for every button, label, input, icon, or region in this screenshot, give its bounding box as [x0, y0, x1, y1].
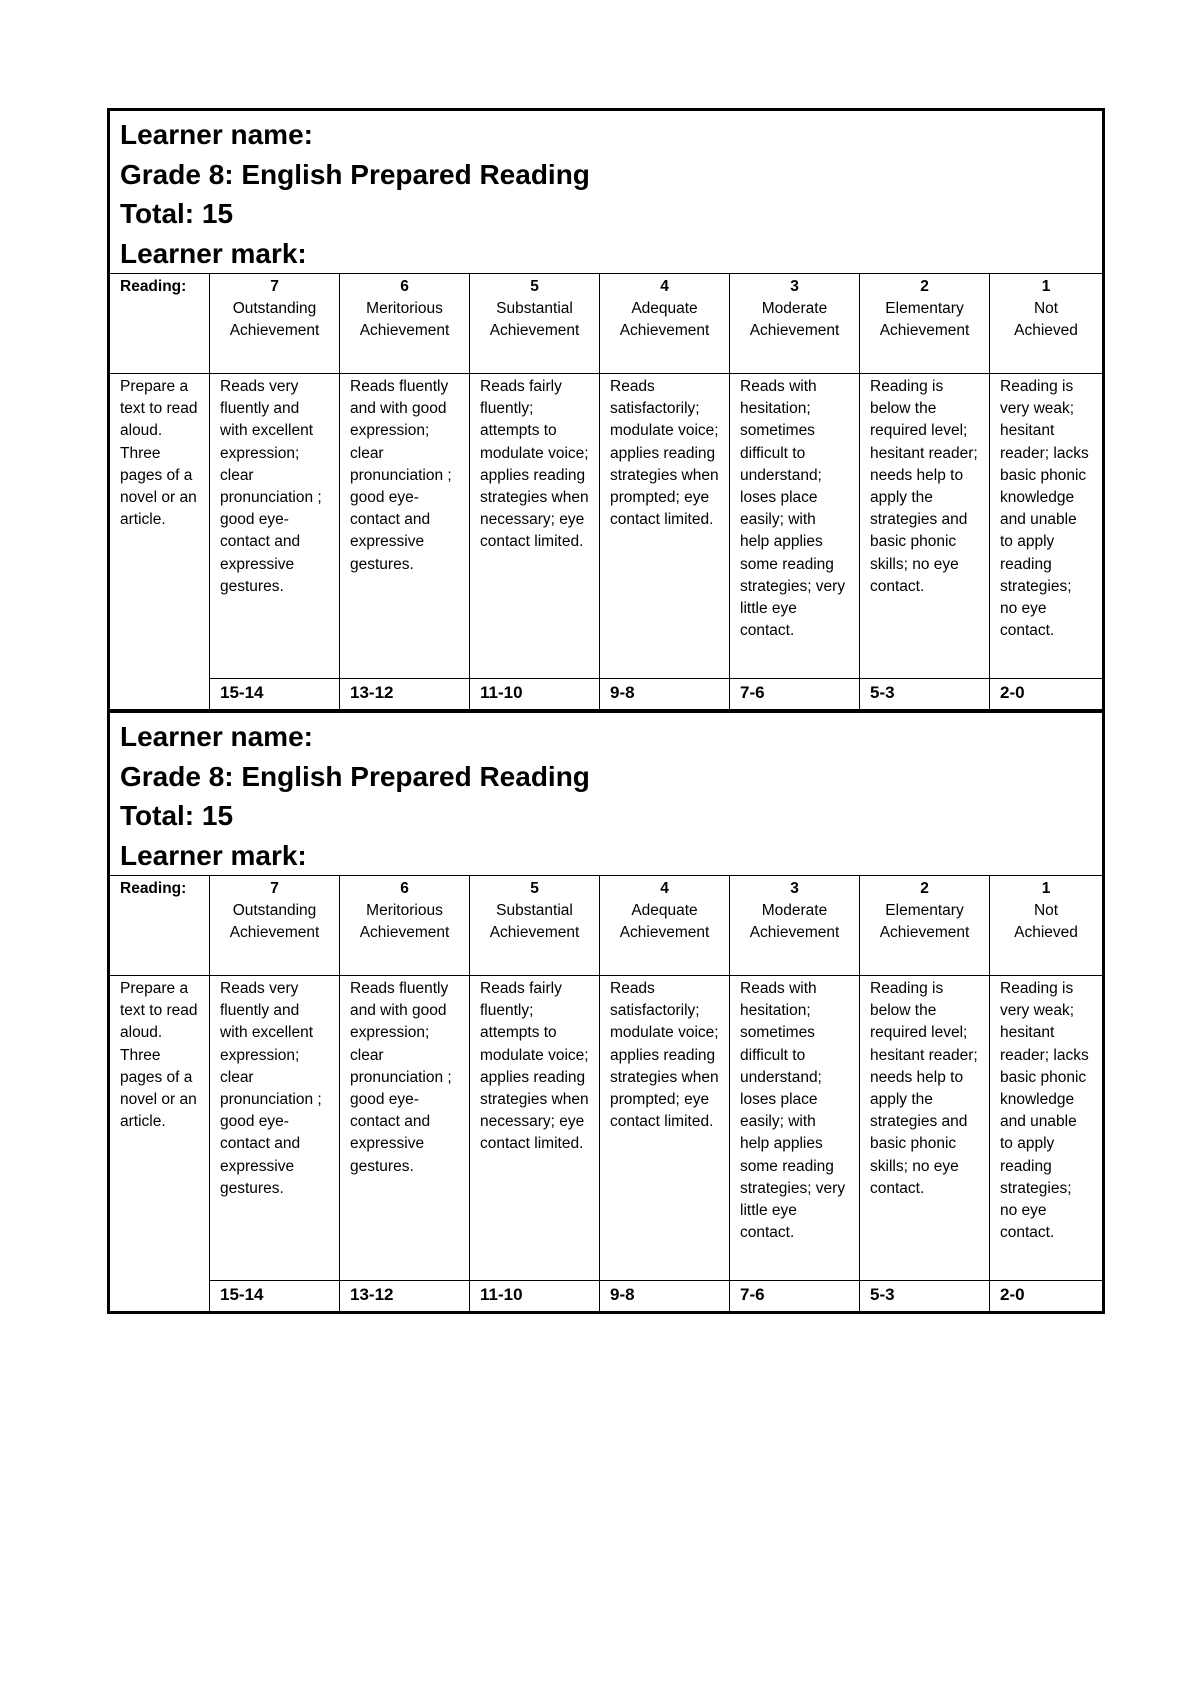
level-name: Moderate — [761, 902, 828, 920]
level-heading — [210, 274, 340, 374]
learner-mark-label: Learner mark: — [120, 839, 307, 871]
level-number: 3 — [790, 880, 799, 897]
level-number: 2 — [920, 278, 929, 295]
level-descriptor: Reads fairly fluently; attempts to modulate voice; applies reading strategies when necessary; eye contact limited. — [470, 976, 600, 1281]
mark-range: 9-8 — [600, 1281, 730, 1313]
level-number: 6 — [400, 880, 409, 897]
level-name: Achievement — [359, 322, 450, 340]
mark-range: 13-12 — [340, 679, 470, 711]
mark-range: 5-3 — [860, 1281, 990, 1313]
level-name: Achievement — [619, 924, 710, 942]
mark-range: 15-14 — [210, 679, 340, 711]
learner-name-label: Learner name: — [120, 721, 313, 752]
reading-label: Reading: — [109, 876, 210, 976]
level-name: Not — [1033, 902, 1059, 920]
level-heading — [470, 876, 600, 976]
level-name: Achievement — [879, 322, 970, 340]
total-label: Total: 15 — [120, 800, 234, 831]
level-number: 7 — [270, 278, 279, 295]
learner-name-label: Learner name: — [120, 119, 313, 150]
mark-range: 2-0 — [990, 679, 1104, 711]
level-number: 5 — [530, 880, 539, 897]
mark-range: 13-12 — [340, 1281, 470, 1313]
total-label: Total: 15 — [120, 198, 234, 229]
level-number: 2 — [920, 880, 929, 897]
level-descriptor: Reads fluently and with good expression; clear pronunciation ; good eye-contact and expressive gestures. — [340, 976, 470, 1281]
level-descriptor: Reading is below the required level; hesitant reader; needs help to apply the strategies and basic phonic skills; no eye contact. — [860, 374, 990, 679]
level-number: 4 — [660, 278, 669, 295]
level-name: Achievement — [749, 322, 840, 340]
level-heading — [990, 274, 1104, 374]
level-header-row — [109, 274, 1104, 374]
criterion-cell: Prepare a text to read aloud. Three pages of a novel or an article. — [109, 976, 210, 1313]
level-descriptor: Reads satisfactorily; modulate voice; applies reading strategies when prompted; eye contact limited. — [600, 374, 730, 679]
level-descriptor: Reads very fluently and with excellent expression; clear pronunciation ; good eye-contact and expressive gestures. — [210, 976, 340, 1281]
level-name: Achieved — [1014, 322, 1078, 340]
level-heading — [210, 876, 340, 976]
level-heading — [990, 876, 1104, 976]
level-name: Moderate — [761, 300, 828, 318]
level-name: Achievement — [229, 924, 320, 942]
level-heading — [470, 274, 600, 374]
criterion-cell: Prepare a text to read aloud. Three pages of a novel or an article. — [109, 374, 210, 711]
level-header-row — [109, 876, 1104, 976]
level-name: Not — [1033, 300, 1059, 318]
mark-range: 5-3 — [860, 679, 990, 711]
rubric-header — [109, 110, 1104, 274]
level-descriptor: Reads fairly fluently; attempts to modulate voice; applies reading strategies when necessary; eye contact limited. — [470, 374, 600, 679]
level-name: Achievement — [489, 322, 580, 340]
level-descriptor: Reads with hesitation; sometimes difficult to understand; loses place easily; with help applies some reading strategies; very little eye contact. — [730, 374, 860, 679]
level-name: Achievement — [229, 322, 320, 340]
mark-range: 15-14 — [210, 1281, 340, 1313]
level-heading — [600, 274, 730, 374]
level-number: 1 — [1041, 880, 1051, 897]
rubric-header — [109, 713, 1104, 876]
level-name: Meritorious — [366, 902, 443, 920]
level-name: Elementary — [885, 300, 964, 318]
rubric-table — [107, 108, 1105, 712]
level-heading — [730, 876, 860, 976]
level-name: Substantial — [496, 300, 573, 318]
descriptor-row — [109, 374, 1104, 679]
level-number: 3 — [790, 278, 799, 295]
level-number: 7 — [270, 880, 279, 897]
level-descriptor: Reads with hesitation; sometimes difficult to understand; loses place easily; with help applies some reading strategies; very little eye contact. — [730, 976, 860, 1281]
level-name: Achievement — [619, 322, 710, 340]
level-descriptor: Reads very fluently and with excellent expression; clear pronunciation ; good eye-contact and expressive gestures. — [210, 374, 340, 679]
level-heading — [860, 274, 990, 374]
level-name: Meritorious — [366, 300, 443, 318]
reading-label: Reading: — [109, 274, 210, 374]
level-name: Elementary — [885, 902, 964, 920]
level-heading — [730, 274, 860, 374]
level-name: Achievement — [879, 924, 970, 942]
level-descriptor: Reads satisfactorily; modulate voice; applies reading strategies when prompted; eye contact limited. — [600, 976, 730, 1281]
level-descriptor: Reading is below the required level; hesitant reader; needs help to apply the strategies and basic phonic skills; no eye contact. — [860, 976, 990, 1281]
level-descriptor: Reading is very weak; hesitant reader; lacks basic phonic knowledge and unable to apply reading strategies; no eye contact. — [990, 374, 1104, 679]
level-heading — [600, 876, 730, 976]
mark-range: 11-10 — [470, 679, 600, 711]
level-name: Achieved — [1014, 924, 1078, 942]
grade-title: Grade 8: English Prepared Reading — [120, 158, 590, 190]
level-number: 5 — [530, 278, 539, 295]
level-heading — [860, 876, 990, 976]
level-descriptor: Reads fluently and with good expression; clear pronunciation ; good eye-contact and expressive gestures. — [340, 374, 470, 679]
mark-range-row — [109, 679, 1104, 711]
learner-mark-label: Learner mark: — [120, 237, 307, 269]
mark-range: 11-10 — [470, 1281, 600, 1313]
rubrics-container — [107, 108, 1102, 1314]
level-name: Outstanding — [232, 902, 317, 920]
level-number: 1 — [1041, 278, 1051, 295]
level-heading — [340, 876, 470, 976]
rubric-header-row — [109, 110, 1104, 274]
level-descriptor: Reading is very weak; hesitant reader; lacks basic phonic knowledge and unable to apply reading strategies; no eye contact. — [990, 976, 1104, 1281]
level-name: Adequate — [631, 300, 698, 318]
level-name: Adequate — [631, 902, 698, 920]
grade-title: Grade 8: English Prepared Reading — [120, 760, 590, 792]
level-name: Achievement — [489, 924, 580, 942]
level-heading — [340, 274, 470, 374]
level-name: Outstanding — [232, 300, 317, 318]
mark-range: 2-0 — [990, 1281, 1104, 1313]
level-name: Achievement — [359, 924, 450, 942]
rubric-table — [107, 712, 1105, 1314]
mark-range: 9-8 — [600, 679, 730, 711]
level-name: Substantial — [496, 902, 573, 920]
mark-range: 7-6 — [730, 1281, 860, 1313]
rubric-header-row — [109, 713, 1104, 876]
level-name: Achievement — [749, 924, 840, 942]
mark-range-row — [109, 1281, 1104, 1313]
descriptor-row — [109, 976, 1104, 1281]
level-number: 6 — [400, 278, 409, 295]
level-number: 4 — [660, 880, 669, 897]
mark-range: 7-6 — [730, 679, 860, 711]
